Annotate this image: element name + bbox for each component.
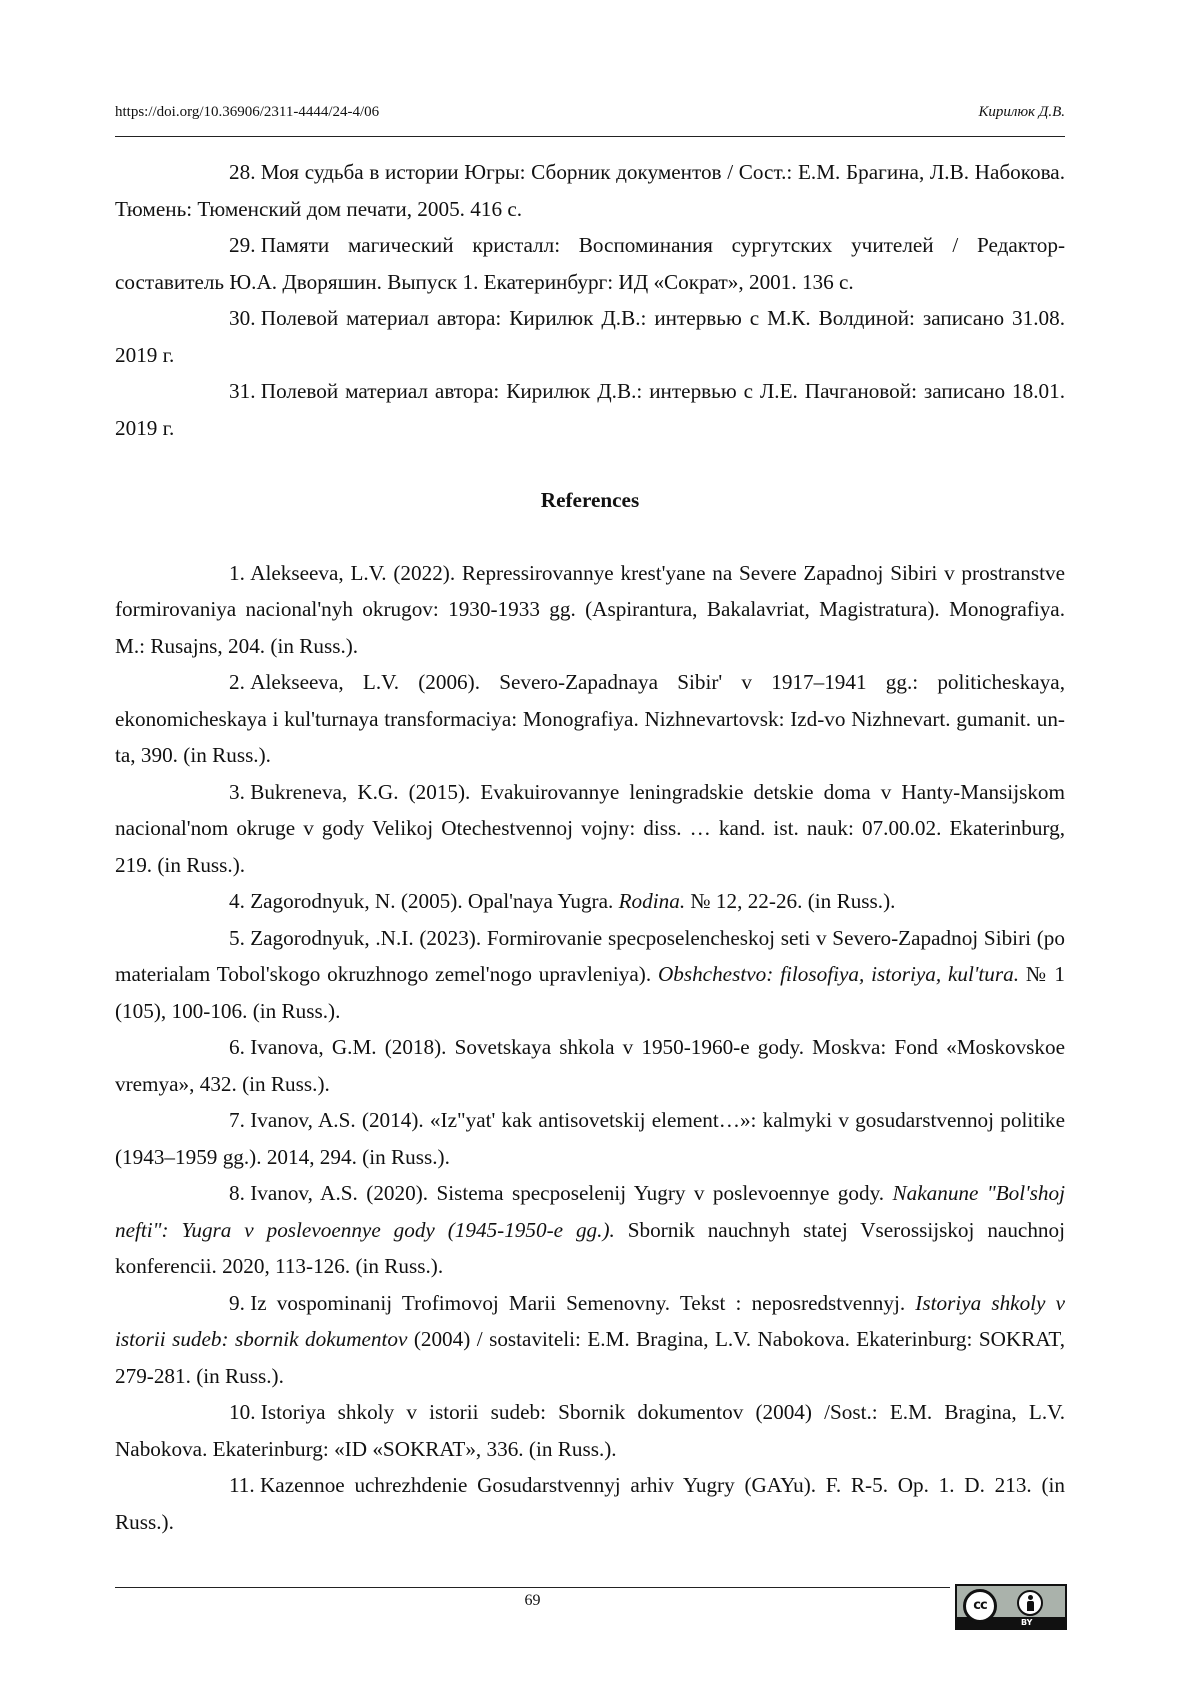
cc-icon: cc: [963, 1589, 997, 1623]
reference-text: № 12, 22-26. (in Russ.).: [685, 889, 896, 913]
reference-text: Zagorodnyuk, .N.I. (2023). Formirovanie specposelencheskoj seti v Severo-Zapadnoj Sibiri (po materialam Tobol'skogo okruzhnogo zemel'nogo upravleniya).: [115, 925, 1065, 986]
by-label: BY: [1021, 1618, 1033, 1627]
reference-number: 10.: [229, 1400, 261, 1424]
reference-entry: [115, 920, 1065, 1030]
page-number: 69: [524, 1592, 541, 1609]
source-entry: [115, 227, 1065, 300]
source-text: Моя судьба в истории Югры: Сборник документов / Сост.: Е.М. Брагина, Л.В. Набокова. Тюмень: Тюменский дом печати, 2005. 416 с.: [115, 160, 1065, 221]
references-heading: References: [540, 488, 640, 512]
doi-link[interactable]: https://doi.org/10.36906/2311-4444/24-4/06: [115, 104, 380, 120]
reference-italic-title: Nakanune "Bol'shoj nefti": Yugra v poslevoennye gody (1945-1950-e gg.).: [115, 1181, 1065, 1242]
reference-text: Ivanov, A.S. (2020). Sistema specposelenij Yugry v poslevoennye gody.: [250, 1181, 893, 1205]
reference-number: 5.: [229, 925, 251, 950]
source-number: 31.: [229, 379, 261, 403]
reference-entry: [115, 1029, 1065, 1102]
reference-number: 9.: [229, 1290, 251, 1315]
reference-number: 4.: [229, 889, 251, 913]
reference-text: Kazennoe uchrezhdenie Gosudarstvennyj arhiv Yugry (GAYu). F. R-5. Op. 1. D. 213. (in Russ.).: [115, 1473, 1065, 1534]
header-divider: [115, 136, 1065, 137]
attribution-icon: [1017, 1590, 1043, 1616]
footer-divider: [115, 1587, 950, 1588]
source-number: 29.: [229, 233, 261, 257]
source-number: 28.: [229, 160, 261, 184]
reference-entry: [115, 555, 1065, 665]
source-text: Полевой материал автора: Кирилюк Д.В.: интервью с М.К. Волдиной: записано 31.08. 2019 г.: [115, 306, 1065, 367]
source-entry: [115, 154, 1065, 227]
reference-entry: [115, 883, 1065, 920]
page-body: [115, 154, 1065, 1540]
reference-number: 7.: [229, 1108, 251, 1132]
person-body-shape: [1027, 1601, 1034, 1611]
reference-number: 11.: [229, 1473, 260, 1497]
person-head-shape: [1028, 1595, 1033, 1600]
reference-italic-title: Obshchestvo: filosofiya, istoriya, kul'tura.: [657, 962, 1019, 986]
source-text: Полевой материал автора: Кирилюк Д.В.: интервью с Л.Е. Пачгановой: записано 18.01. 2019 г.: [115, 379, 1065, 440]
reference-entry: [115, 1467, 1065, 1540]
cc-by-license-badge[interactable]: [955, 1584, 1067, 1630]
reference-italic-title: Istoriya shkoly v istorii sudeb: sbornik dokumentov: [115, 1290, 1065, 1351]
sources-list: [115, 154, 1065, 446]
reference-entry: [115, 1285, 1065, 1395]
reference-italic-title: Rodina.: [618, 889, 686, 913]
reference-entry: [115, 1102, 1065, 1175]
reference-text: № 1 (105), 100-106. (in Russ.).: [115, 962, 1065, 1023]
reference-number: 6.: [229, 1035, 251, 1059]
reference-text: Ivanov, A.S. (2014). «Iz"yat' kak antisovetskij element…»: kalmyki v gosudarstvennoj politike (1943–1959 gg.). 2014, 294. (in Russ.).: [115, 1108, 1065, 1169]
references-list: [115, 555, 1065, 1541]
reference-text: Iz vospominanij Trofimovoj Marii Semenovny. Tekst : neposredstvennyj.: [250, 1290, 916, 1315]
reference-text: Alekseeva, L.V. (2006). Severo-Zapadnaya Sibir' v 1917–1941 gg.: politicheskaya, ekonomicheskaya i kul'turnaya transformaciya: Monografiya. Nizhnevartovsk: Izd-vo Nizhnevart. gumanit. un-ta, 390. (in Russ.).: [115, 670, 1065, 767]
running-header: [115, 100, 1065, 126]
reference-text: Sbornik nauchnyh statej Vserossijskoj nauchnoj konferencii. 2020, 113-126. (in Russ.).: [115, 1217, 1065, 1278]
reference-entry: [115, 664, 1065, 774]
source-number: 30.: [229, 306, 261, 330]
reference-text: Zagorodnyuk, N. (2005). Opal'naya Yugra.: [250, 889, 619, 913]
reference-number: 8.: [229, 1181, 251, 1205]
reference-text: Alekseeva, L.V. (2022). Repressirovannye krest'yane na Severe Zapadnoj Sibiri v prostranstve formirovaniya nacional'nyh okrugov: 1930-1933 gg. (Aspirantura, Bakalavriat, Magistratura). Monografiya. M.: Rusajns, 204. (in Russ.).: [115, 560, 1065, 658]
source-entry: [115, 300, 1065, 373]
reference-text: Bukreneva, K.G. (2015). Evakuirovannye leningradskie detskie doma v Hanty-Mansijskom nacional'nom okruge v gody Velikoj Otechestvennoj vojny: diss. … kand. ist. nauk: 07.00.02. Ekaterinburg, 219. (in Russ.).: [115, 779, 1065, 877]
reference-entry: [115, 774, 1065, 884]
reference-number: 2.: [229, 670, 251, 694]
source-entry: [115, 373, 1065, 446]
reference-entry: [115, 1175, 1065, 1285]
reference-number: 1.: [229, 560, 251, 585]
reference-entry: [115, 1394, 1065, 1467]
reference-number: 3.: [229, 779, 251, 804]
reference-text: (2004) / sostaviteli: E.M. Bragina, L.V. Nabokova. Ekaterinburg: SOKRAT, 279-281. (in Russ.).: [115, 1327, 1065, 1388]
running-author: Кирилюк Д.В.: [978, 104, 1065, 120]
reference-text: Istoriya shkoly v istorii sudeb: Sbornik dokumentov (2004) /Sost.: E.M. Bragina, L.V. Nabokova. Ekaterinburg: «ID «SOKRAT», 336. (in Russ.).: [115, 1400, 1065, 1461]
reference-text: Ivanova, G.M. (2018). Sovetskaya shkola v 1950-1960-e gody. Moskva: Fond «Moskovskoe vremya», 432. (in Russ.).: [115, 1035, 1065, 1096]
source-text: Памяти магический кристалл: Воспоминания сургутских учителей / Редактор-составитель Ю.А. Дворяшин. Выпуск 1. Екатеринбург: ИД «Сократ», 2001. 136 с.: [115, 233, 1065, 294]
